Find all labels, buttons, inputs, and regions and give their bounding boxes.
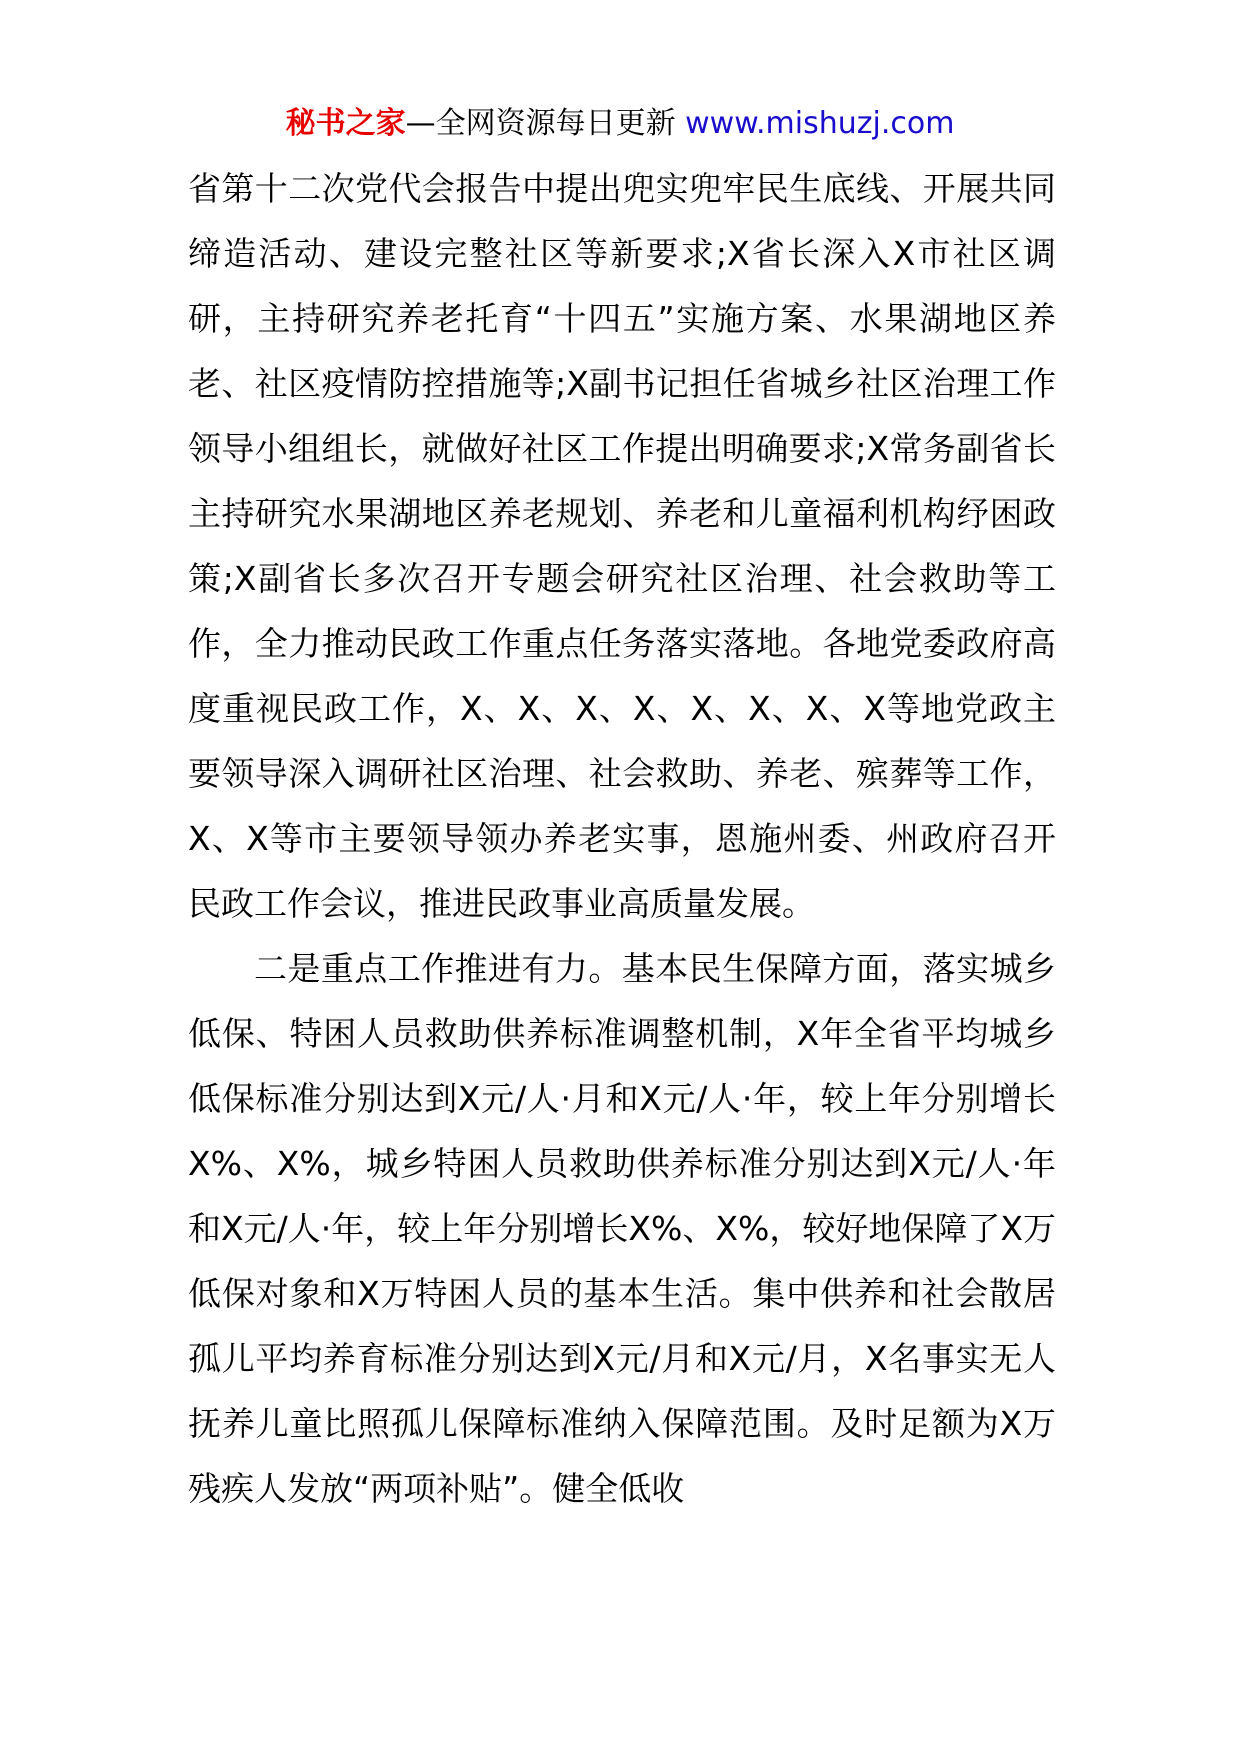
site-header [0,102,1240,146]
document-body [188,156,1056,1521]
paragraph-2: 二是重点工作推进有力。基本民生保障方面，落实城乡低保、特困人员救助供养标准调整机制，X年全省平均城乡低保标准分别达到X元/人·月和X元/人·年，较上年分别增长X%、X%，城乡特困人员救助供养标准分别达到X元/人·年和X元/人·年，较上年分别增长X%、X%，较好地保障了X万低保对象和X万特困人员的基本生活。集中供养和社会散居孤儿平均养育标准分别达到X元/月和X元/月，X名事实无人抚养儿童比照孤儿保障标准纳入保障范围。及时足额为X万残疾人发放“两项补贴”。健全低收 [188,949,1056,1508]
paragraph-1: 省第十二次党代会报告中提出兜实兜牢民生底线、开展共同缔造活动、建设完整社区等新要求;X省长深入X市社区调研，主持研究养老托育“十四五”实施方案、水果湖地区养老、社区疫情防控措施等;X副书记担任省城乡社区治理工作领导小组组长，就做好社区工作提出明确要求;X常务副省长主持研究水果湖地区养老规划、养老和儿童福利机构纾困政策;X副省长多次召开专题会研究社区治理、社会救助等工作，全力推动民政工作重点任务落实落地。各地党委政府高度重视民政工作，X、X、X、X、X、X、X、X等地党政主要领导深入调研社区治理、社会救助、养老、殡葬等工作，X、X等市主要领导领办养老实事，恩施州委、州政府召开民政工作会议，推进民政事业高质量发展。 [188,169,1056,923]
site-brand: 秘书之家 [285,106,406,141]
site-tagline: —全网资源每日更新 [405,106,686,141]
site-url[interactable]: www.mishuzj.com [685,106,955,141]
